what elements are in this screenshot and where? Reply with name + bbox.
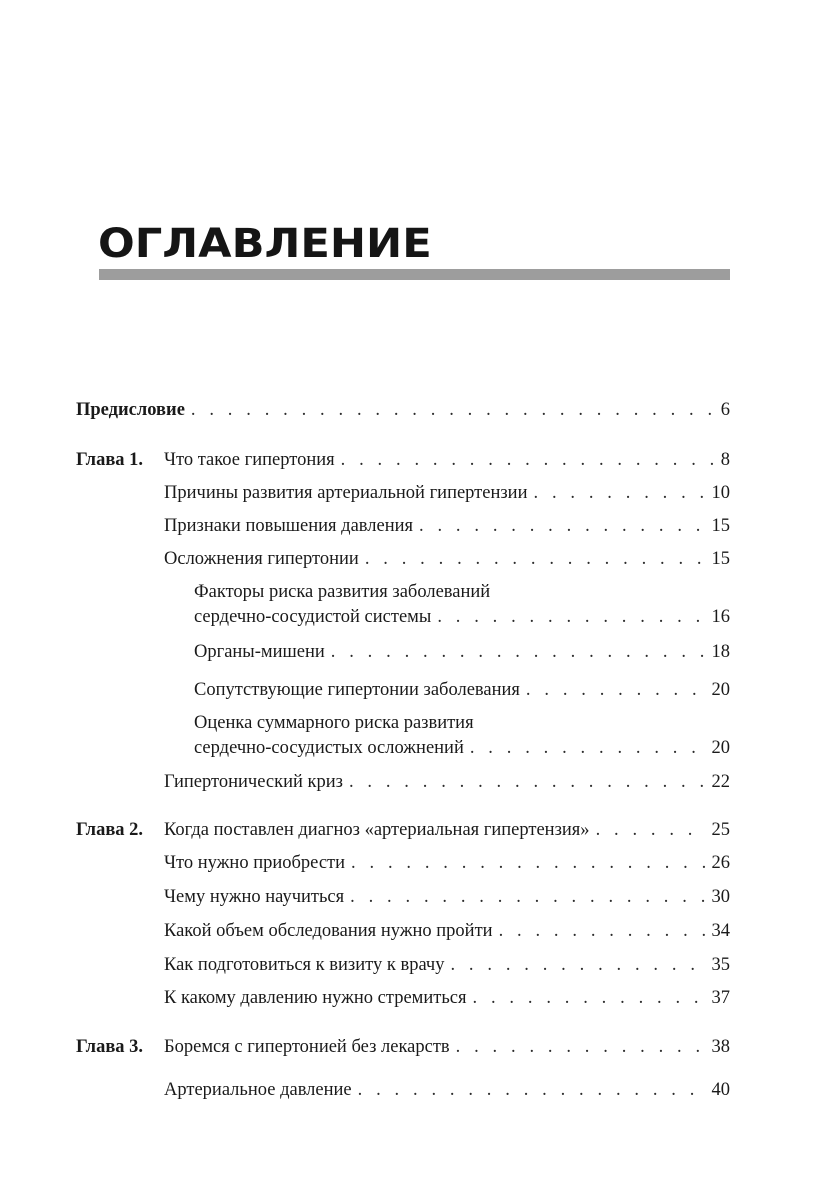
toc-label: Предисловие [76,400,185,420]
toc-label: Гипертонический криз [164,772,343,792]
leader-dots [341,448,715,473]
toc-label: Причины развития артериальной гипертензии [164,483,528,503]
toc-page-number: 40 [711,1080,730,1100]
toc-entry[interactable] [164,514,730,539]
toc-label: Сопутствующие гипертонии заболевания [194,680,520,700]
leader-dots [191,398,715,423]
toc-entry[interactable] [164,770,730,795]
leader-dots [358,1078,706,1103]
toc-page-number: 6 [720,400,730,420]
toc-label: Признаки повышения давления [164,516,414,536]
toc-page-number: 15 [711,549,730,569]
toc-entry[interactable] [164,1078,730,1103]
toc-entry[interactable] [164,919,730,944]
toc-entry[interactable] [164,953,730,978]
leader-dots [456,1035,706,1060]
toc-label: сердечно-сосудистой системы [194,607,432,627]
toc-page-number: 38 [711,1037,730,1057]
toc-page-number: 37 [711,988,730,1008]
toc-page-number: 20 [711,680,730,700]
toc-subentry-first-line[interactable]: Факторы риска развития заболеваний [194,582,491,602]
chapter-number: Глава 2. [76,820,144,840]
leader-dots [349,770,706,795]
leader-dots [331,640,706,665]
toc-page-number: 20 [711,738,730,758]
toc-label: сердечно-сосудистых осложнений [194,738,464,758]
toc-entry[interactable] [164,547,730,572]
toc-page-number: 18 [711,642,730,662]
toc-label: Как подготовиться к визиту к врачу [164,955,445,975]
leader-dots [437,605,705,630]
toc-subentry[interactable] [194,678,730,703]
toc-subentry-first-line[interactable]: Оценка суммарного риска развития [194,713,474,733]
toc-label: Боремся с гипертонией без лекарств [164,1037,450,1057]
toc-label: Чему нужно научиться [164,887,345,907]
toc-label: Когда поставлен диагноз «артериальная гипертензия» [164,820,590,840]
toc-label: Какой объем обследования нужно пройти [164,921,493,941]
toc-page-number: 30 [711,887,730,907]
toc-label: Что нужно приобрести [164,853,346,873]
toc-page-number: 10 [711,483,730,503]
leader-dots [470,736,706,761]
toc-label: Артериальное давление [164,1080,352,1100]
leader-dots [473,986,706,1011]
leader-dots [419,514,705,539]
toc-label: Осложнения гипертонии [164,549,359,569]
toc-page-number: 34 [711,921,730,941]
toc-subentry[interactable] [194,736,730,761]
leader-dots [351,851,705,876]
toc-subentry[interactable] [194,640,730,665]
toc-page-number: 8 [720,450,730,470]
leader-dots [526,678,706,703]
leader-dots [350,885,705,910]
leader-dots [365,547,706,572]
toc-entry-chapter-2[interactable] [164,818,730,843]
toc-entry[interactable] [164,986,730,1011]
page-title: ОГЛАВЛЕНИЕ [98,221,432,267]
leader-dots [534,481,706,506]
toc-label: К какому давлению нужно стремиться [164,988,467,1008]
toc-entry[interactable] [164,851,730,876]
toc-page-number: 26 [711,853,730,873]
leader-dots [596,818,706,843]
chapter-number: Глава 1. [76,450,144,470]
toc-label: Органы-мишени [194,642,325,662]
toc-page-number: 16 [711,607,730,627]
toc-entry-preface[interactable] [76,398,730,423]
toc-page-number: 35 [711,955,730,975]
toc-page-number: 25 [711,820,730,840]
toc-entry-chapter-1[interactable] [164,448,730,473]
toc-page-number: 15 [711,516,730,536]
toc-label: Что такое гипертония [164,450,335,470]
toc-entry[interactable] [164,481,730,506]
toc-entry[interactable] [164,885,730,910]
chapter-number: Глава 3. [76,1037,144,1057]
leader-dots [450,953,705,978]
toc-entry-chapter-3[interactable] [164,1035,730,1060]
leader-dots [499,919,706,944]
toc-subentry[interactable] [194,605,730,630]
toc-page-number: 22 [711,772,730,792]
